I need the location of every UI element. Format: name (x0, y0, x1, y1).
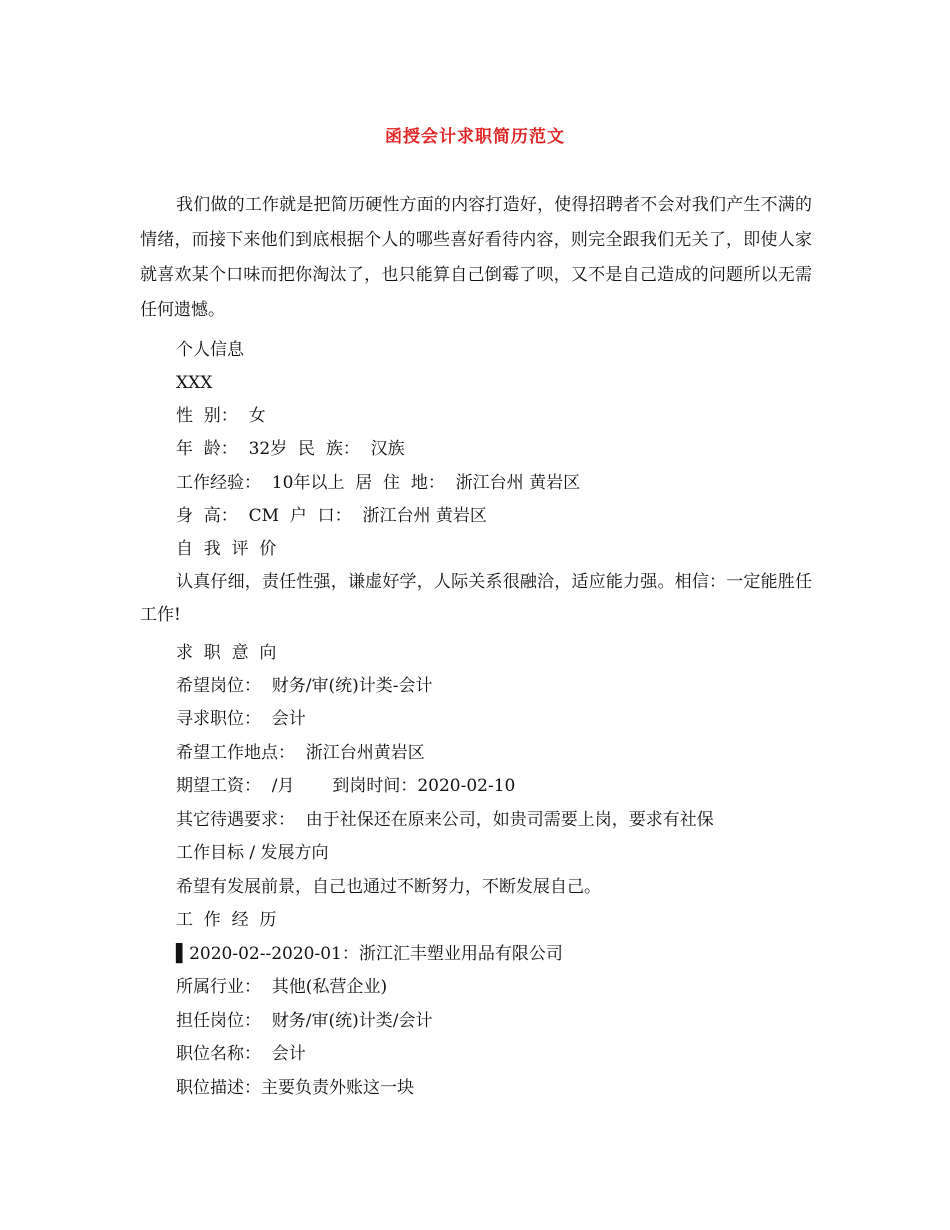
salary-start-line: 期望工资： /月 到岗时间：2020-02-10 (176, 776, 516, 796)
self-evaluation-heading: 自 我 评 价 (176, 539, 277, 559)
position-line: 担任岗位： 财务/审(统)计类/会计 (176, 1011, 433, 1031)
job-period-line: ▌2020-02--2020-01：浙江汇丰塑业用品有限公司 (176, 944, 563, 964)
intro-paragraph: 我们做的工作就是把简历硬性方面的内容打造好，使得招聘者不会对我们产生不满的情绪，而接下来他们到底根据个人的哪些喜好看待内容，则完全跟我们无关了，即使人家就喜欢某个口味而把你淘汰了，也只能算自己倒霉了呗，又不是自己造成的问题所以无需任何遗憾。 (140, 195, 812, 320)
desired-location-line: 希望工作地点： 浙江台州黄岩区 (176, 743, 425, 763)
name-value: XXX (176, 373, 213, 393)
desired-position-line: 希望岗位： 财务/审(统)计类-会计 (176, 676, 433, 696)
gender-line: 性 别： 女 (176, 406, 266, 426)
goal-heading: 工作目标 / 发展方向 (176, 843, 329, 863)
goal-line: 希望有发展前景，自己也通过不断努力，不断发展自己。 (176, 877, 601, 897)
personal-info-heading: 个人信息 (176, 340, 244, 360)
experience-residence-line: 工作经验： 10年以上 居 住 地： 浙江台州 黄岩区 (176, 473, 581, 493)
seeking-position-line: 寻求职位： 会计 (176, 709, 306, 729)
height-hukou-line: 身 高： CM 户 口： 浙江台州 黄岩区 (176, 506, 487, 526)
industry-line: 所属行业： 其他(私营企业) (176, 977, 388, 997)
job-intent-heading: 求 职 意 向 (176, 643, 277, 663)
work-history-heading: 工 作 经 历 (176, 910, 277, 930)
job-description-line: 职位描述：主要负责外账这一块 (176, 1078, 414, 1098)
job-title-line: 职位名称： 会计 (176, 1044, 306, 1064)
self-evaluation-text: 认真仔细，责任性强，谦虚好学，人际关系很融洽，适应能力强。相信：一定能胜任工作! (140, 572, 812, 625)
other-requirements-line: 其它待遇要求： 由于社保还在原来公司，如贵司需要上岗，要求有社保 (176, 810, 714, 830)
document-title: 函授会计求职简历范文 (385, 127, 565, 147)
age-ethnicity-line: 年 龄： 32岁 民 族： 汉族 (176, 439, 405, 459)
